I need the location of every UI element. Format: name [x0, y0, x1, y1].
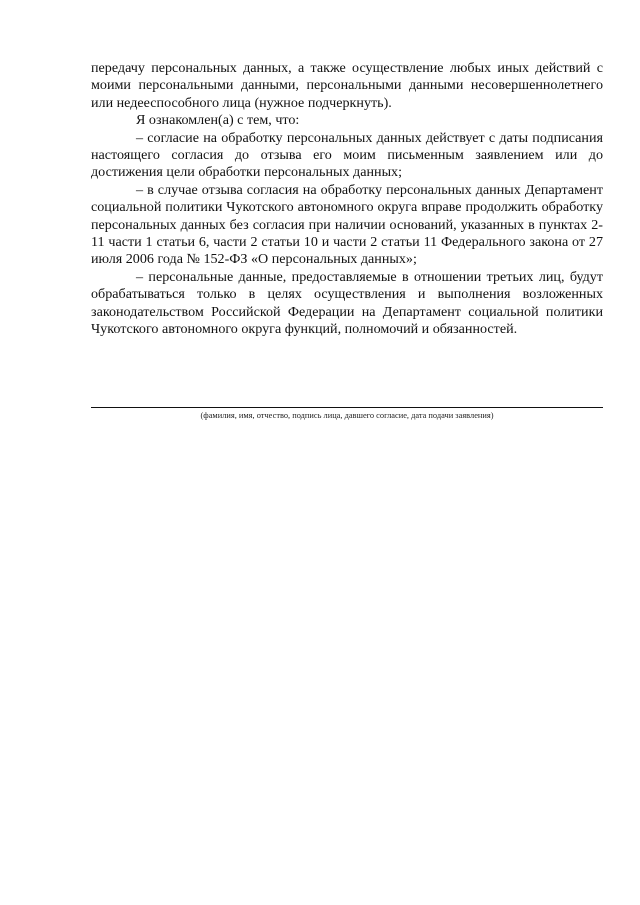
consent-text	[91, 60, 603, 339]
intro-paragraph: передачу персональных данных, а также осуществление любых иных действий с моими персональными данными, персональными данными несовершеннолетнего или недееспособного лица (нужное подчеркнуть).	[91, 60, 603, 111]
acknowledgment-paragraph: Я ознакомлен(а) с тем, что:	[136, 112, 300, 129]
signature-caption: (фамилия, имя, отчество, подпись лица, давшего согласие, дата подачи заявления)	[200, 411, 494, 420]
clause-third-parties: – персональные данные, предоставляемые в отношении третьих лиц, будут обрабатываться только в целях осуществления и выполнения возложенных законодательством Российской Федерации на Департамент социальной политики Чукотского автономного округа функций, полномочий и обязанностей.	[91, 268, 603, 338]
clause-withdrawal: – в случае отзыва согласия на обработку персональных данных Департамент социальной политики Чукотского автономного округа вправе продолжить обработку персональных данных без согласия при наличии оснований, указанных в пунктах 2-11 части 1 статьи 6, части 2 статьи 10 и части 2 статьи 11 Федерального закона от 27 июля 2006 года № 152-ФЗ «О персональных данных»;	[91, 181, 603, 268]
signature-line	[91, 407, 603, 408]
clause-validity: – согласие на обработку персональных данных действует с даты подписания настоящего согласия до отзыва его моим письменным заявлением или до достижения цели обработки персональных данных;	[91, 129, 603, 181]
